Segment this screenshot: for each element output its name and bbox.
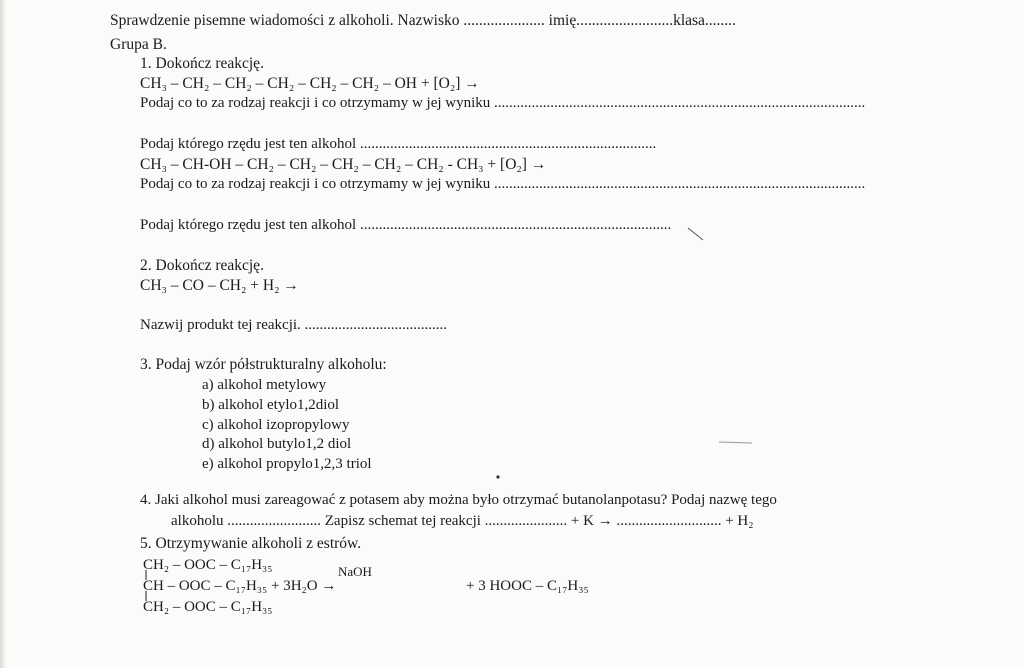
q2-question: Nazwij produkt tej reakcji. ......................................	[140, 317, 448, 333]
q1-question-type-1: Podaj co to za rodzaj reakcji i co otrzymamy w jej wyniku ...................................................................................................	[140, 95, 866, 111]
q3-item-c: c) alkohol izopropylowy	[202, 417, 350, 433]
q5-catalyst: NaOH	[338, 564, 372, 579]
q5-ester-row-2: CH – OOC – C₁₇H₃₅ + 3H₂O →	[143, 578, 337, 594]
q1-reaction-1: CH₃ – CH₂ – CH₂ – CH₂ – CH₂ – CH₂ – OH + [O₂] →	[140, 75, 480, 92]
q3-item-a: a) alkohol metylowy	[202, 377, 327, 393]
q4-question-line-2: alkoholu ......................... Zapisz schemat tej reakcji ...................... + K → ............................ + H₂	[171, 513, 754, 529]
q3-item-d: d) alkohol butylo1,2 diol	[202, 436, 352, 452]
worksheet-title: Sprawdzenie pisemne wiadomości z alkoholi. Nazwisko ..................... imię.........................klasa........	[110, 12, 736, 29]
q3-item-e: e) alkohol propylo1,2,3 triol	[202, 456, 372, 472]
q2-title: 2. Dokończ reakcję.	[140, 257, 264, 274]
q2-reaction: CH₃ – CO – CH₂ + H₂ →	[140, 277, 299, 294]
q1-question-order-1: Podaj którego rzędu jest ten alkohol ...............................................................................	[140, 136, 657, 152]
q1-title: 1. Dokończ reakcję.	[140, 55, 264, 72]
q5-ester-row-1: CH₂ – OOC – C₁₇H₃₅	[143, 557, 273, 573]
q4-question-line-1: 4. Jaki alkohol musi zareagować z potasem aby można było otrzymać butanolanpotasu? Podaj nazwę tego	[140, 492, 777, 508]
q3-title: 3. Podaj wzór półstrukturalny alkoholu:	[140, 356, 387, 373]
q5-title: 5. Otrzymywanie alkoholi z estrów.	[140, 535, 362, 552]
q3-item-b: b) alkohol etylo1,2diol	[202, 397, 340, 413]
q1-reaction-2: CH₃ – CH-OH – CH₂ – CH₂ – CH₂ – CH₂ – CH₂ - CH₃ + [O₂] →	[140, 156, 547, 173]
q1-question-order-2: Podaj którego rzędu jest ten alkohol ...................................................................................	[140, 217, 672, 233]
q5-ester-row-3: CH₂ – OOC – C₁₇H₃₅	[143, 599, 273, 615]
q5-product: + 3 HOOC – C₁₇H₃₅	[466, 578, 589, 594]
group-label: Grupa B.	[110, 36, 167, 53]
q1-question-type-2: Podaj co to za rodzaj reakcji i co otrzymamy w jej wyniku ...................................................................................................	[140, 176, 866, 192]
